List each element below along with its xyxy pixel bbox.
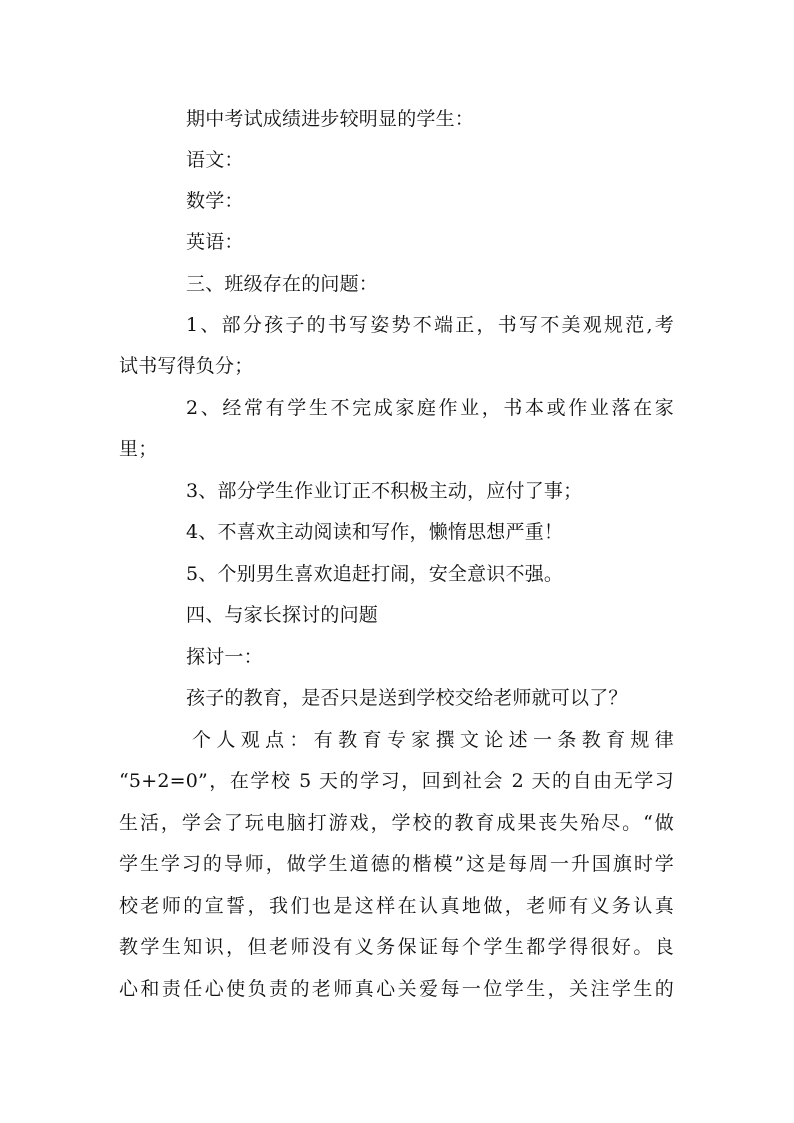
text-line: 生活，学会了玩电脑打游戏，学校的教育成果丧失殆尽。“做	[119, 812, 674, 834]
text-line: 探讨一：	[186, 646, 263, 668]
text-line: 3、部分学生作业订正不积极主动，应付了事；	[186, 480, 583, 502]
section-heading: 四、与家长探讨的问题	[186, 604, 379, 626]
text-line: “5+2=0”，在学校 5 天的学习，回到社会 2 天的自由无学习	[119, 770, 674, 792]
text-line: 英语：	[186, 231, 244, 253]
text-line: 试书写得负分；	[119, 355, 254, 377]
text-line: 2、经常有学生不完成家庭作业，书本或作业落在家	[186, 397, 674, 419]
text-line: 校老师的宣誓，我们也是这样在认真地做，老师有义务认真	[119, 895, 674, 917]
text-line: 数学：	[186, 190, 244, 212]
text-line: 1、部分孩子的书写姿势不端正，书写不美观规范,考	[186, 314, 674, 336]
text-line: 心和责任心使负责的老师真心关爱每一位学生，关注学生的	[119, 978, 674, 1000]
text-line: 语文：	[186, 149, 244, 171]
text-line: 教学生知识，但老师没有义务保证每个学生都学得很好。良	[119, 936, 674, 958]
text-line: 5、个别男生喜欢追赶打闹，安全意识不强。	[186, 563, 564, 585]
text-line: 里；	[119, 438, 158, 460]
text-line: 学生学习的导师，做学生道德的楷模”这是每周一升国旗时学	[119, 853, 674, 875]
text-line: 孩子的教育，是否只是送到学校交给老师就可以了？	[186, 687, 628, 709]
section-heading: 三、班级存在的问题：	[186, 273, 379, 295]
text-line: 个人观点：有教育专家撰文论述一条教育规律	[192, 729, 674, 751]
text-line: 期中考试成绩进步较明显的学生：	[186, 108, 475, 130]
text-line: 4、不喜欢主动阅读和写作，懒惰思想严重！	[186, 521, 564, 543]
